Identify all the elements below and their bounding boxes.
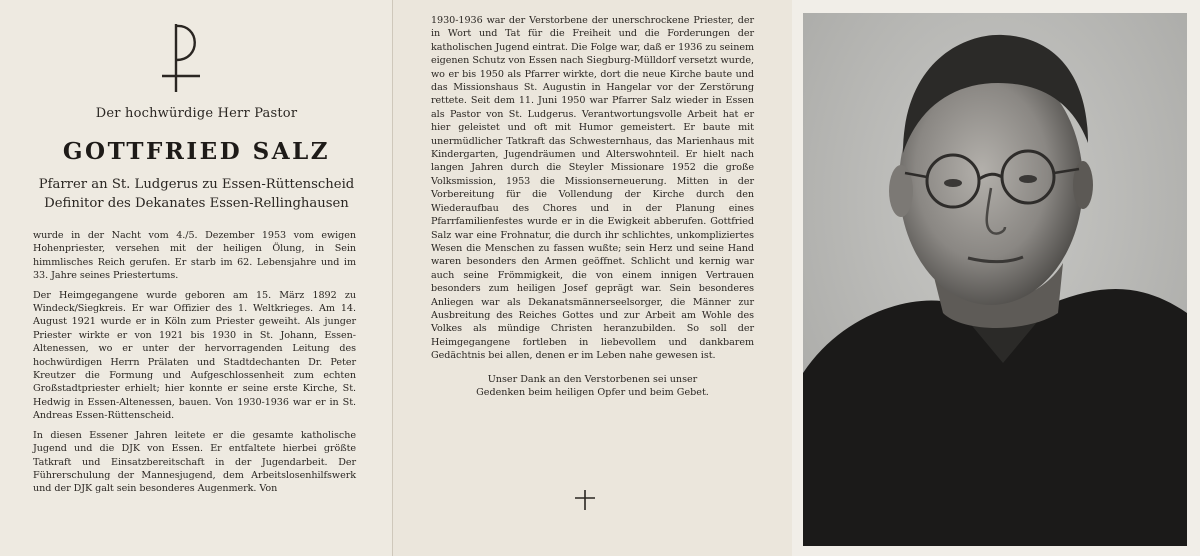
preheading: Der hochwürdige Herr Pastor bbox=[95, 106, 298, 121]
middle-paragraph: 1930-1936 war der Verstorbene der unerschrockene Priester, der in Wort und Tat für die Freiheit und die Forderungen der katholischen Jugend eintrat. Die Folge war, daß er 1936 zu seinem eigenen Schutz von Essen nach Siegburg-Mülldorf versetzt wurde, wo er bis 1950 als Pfarrer wirkte, dort die neue Kirche baute und das Missionshaus St. Augustin in Hangelar vor der Zerstörung rettete. Seit dem 11. Juni 1950 war Pfarrer Salz wieder in Essen als Pastor von St. Ludgerus. Verantwortungsvolle Arbeit hat er hier geleistet und oft mit Humor gemeistert. Er baute mit unermüdlicher Tatkraft das Schwesternhaus, das Marienhaus mit Kindergarten, Jugendräumen und Alterswohnteil. Er hielt nach langen Jahren durch die Steyler Missionare 1952 die große Volksmission, 1953 die Missionserneuerung. Mitten in der Vorbereitung für die Vollendung der Kirche durch den Wiederaufbau des Chores und in der Planung eines Pfarrfamilienfestes wurde er in die Ewigkeit abberufen. Gottfried Salz war eine Frohnatur, die durch ihr schlichtes, unkompliziertes Wesen die Menschen zu fassen wußte; sein Herz und seine Hand waren besonders den Armen geöffnet. Schlicht und kernig war auch seine Frömmigkeit, die von einem innigen Vertrauen besonders zum heiligen Josef geprägt war. Sein besonderes Anliegen war als Dekanatsmännerseelsorger, die Männer zur Ausbreitung des Reiches Gottes und zur Arbeit am Wohle des Volkes als mündige Christen heranzubilden. So soll der Heimgegangene fortleben in liebevollem und dankbarem Gedächtnis bei allen, denen er im Leben nahe gewesen ist. bbox=[431, 15, 754, 362]
paragraph: wurde in der Nacht vom 4./5. Dezember 1953 vom ewigen Hohenpriester, versehen mit der heiligen Ölung, in Sein himmlisches Reich gerufen. Er starb im 62. Lebensjahre und im 33. Jahre seines Priestertums. bbox=[33, 230, 356, 282]
left-panel bbox=[0, 0, 393, 556]
office-line-1: Pfarrer an St. Ludgerus zu Essen-Rüttenscheid bbox=[38, 177, 355, 192]
middle-panel bbox=[393, 0, 792, 556]
paragraph: In diesen Essener Jahren leitete er die gesamte katholische Jugend und die DJK von Essen. Er entfaltete hierbei größte Tatkraft und Einsatzbereitschaft in der Jugendarbeit. Der Führerschulung der Mannesjugend, dem Arbeitslosenhilfswerk und der DJK galt sein besonderes Augenmerk. Von bbox=[33, 429, 356, 495]
left-body-text bbox=[33, 229, 356, 502]
chi-rho-icon bbox=[160, 20, 210, 96]
portrait-photo bbox=[803, 13, 1187, 546]
closing-line-2: Gedenken beim heiligen Opfer und beim Gebet. bbox=[476, 386, 709, 398]
deceased-name: GOTTFRIED SALZ bbox=[62, 138, 331, 165]
paragraph: Der Heimgegangene wurde geboren am 15. März 1892 zu Windeck/Siegkreis. Er war Offizier des 1. Weltkrieges. Am 14. August 1921 wurde er in Köln zum Priester geweiht. Als junger Priester wirkte er von 1921 bis 1930 in St. Johann, Essen-Altenessen, wo er unter der hervorragenden Leitung des hochwürdigen Herrn Prälaten und Stadtdechanten Dr. Peter Kreutzer die Formung und Aufgeschlossenheit zum echten Großstadtpriester erhielt; hier konnte er seine erste Kirche, St. Hedwig in Essen-Altenessen, bauen. Von 1930-1936 war er in St. Andreas Essen-Rüttenscheid. bbox=[33, 289, 356, 422]
closing-text bbox=[431, 373, 754, 400]
closing-line-1: Unser Dank an den Verstorbenen sei unser bbox=[487, 373, 698, 385]
cross-icon bbox=[573, 488, 597, 512]
office-line-2: Definitor des Dekanates Essen-Rellinghausen bbox=[44, 196, 349, 211]
